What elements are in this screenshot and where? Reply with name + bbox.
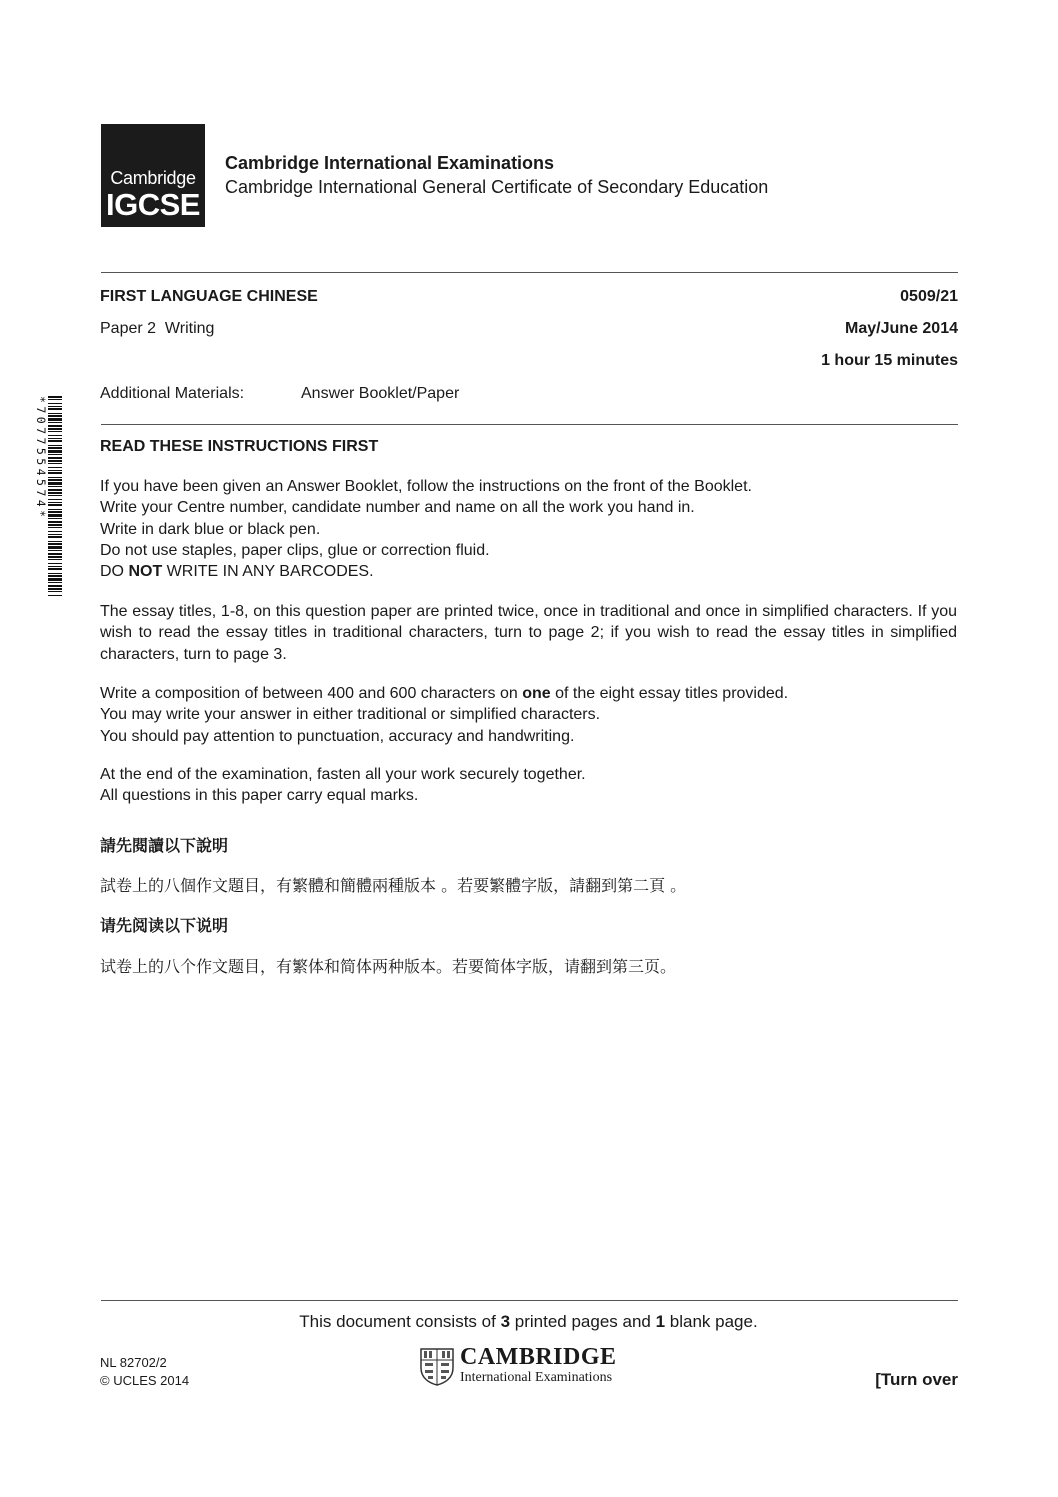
paper-code: 0509/21 bbox=[900, 288, 958, 305]
logo-big-text: IGCSE bbox=[106, 187, 200, 222]
instruction-line: Do not use staples, paper clips, glue or correction fluid. bbox=[100, 541, 490, 559]
instruction-line: All questions in this paper carry equal marks. bbox=[100, 787, 419, 805]
page-count-note: This document consists of 3 printed pages and 1 blank page. bbox=[299, 1312, 758, 1331]
top-rule bbox=[101, 272, 958, 273]
org-line-1: Cambridge International Examinations bbox=[225, 153, 555, 173]
cambridge-crest-icon bbox=[420, 1348, 454, 1386]
simplified-heading: 请先阅读以下说明 bbox=[100, 916, 229, 935]
instruction-line: If you have been given an Answer Booklet, follow the instructions on the front of the Booklet. bbox=[100, 478, 752, 495]
logo-small-text: Cambridge bbox=[110, 168, 196, 188]
org-line-2: Cambridge International General Certificate of Secondary Education bbox=[225, 177, 769, 197]
composition-instruction: Write a composition of between 400 and 600 characters on one of the eight essay titles provided. bbox=[100, 685, 789, 702]
cambridge-subtitle: International Examinations bbox=[460, 1370, 613, 1385]
barcode-warning: DO NOT WRITE IN ANY BARCODES. bbox=[100, 563, 374, 581]
materials-label: Additional Materials: bbox=[100, 385, 245, 402]
barcode-text: *7077554574* bbox=[34, 396, 48, 521]
instructions-block-2: The essay titles, 1-8, on this question paper are printed twice, once in traditional and once in simplified characters. If you wish to read the essay titles in traditional characters, turn to page 2; if you wish to read the essay titles in simplified characters, turn to page 3. bbox=[100, 603, 957, 663]
duration: 1 hour 15 minutes bbox=[821, 352, 958, 369]
traditional-text: 試卷上的八個作文題目，有繁體和簡體兩種版本 。若要繁體字版，請翻到第二頁 。 bbox=[100, 876, 687, 895]
candidate-barcode bbox=[34, 396, 62, 600]
instructions-heading: READ THESE INSTRUCTIONS FIRST bbox=[100, 438, 379, 455]
turn-over: [Turn over bbox=[875, 1370, 958, 1389]
traditional-heading: 請先閱讀以下說明 bbox=[100, 836, 229, 855]
cambridge-wordmark: CAMBRIDGE bbox=[460, 1344, 617, 1370]
igcse-logo bbox=[101, 124, 205, 227]
footer-rule bbox=[101, 1300, 958, 1301]
instructions-block-4 bbox=[100, 764, 957, 807]
materials-value: Answer Booklet/Paper bbox=[301, 385, 460, 402]
instruction-line: You should pay attention to punctuation, accuracy and handwriting. bbox=[100, 727, 575, 745]
instructions-block-3 bbox=[100, 683, 957, 747]
simplified-text: 试卷上的八个作文题目，有繁体和简体两种版本。若要简体字版，请翻到第三页。 bbox=[100, 957, 677, 976]
subject-title: FIRST LANGUAGE CHINESE bbox=[100, 288, 318, 305]
instructions-rule bbox=[101, 424, 958, 425]
instructions-block-1 bbox=[100, 476, 957, 582]
instruction-line: Write in dark blue or black pen. bbox=[100, 520, 321, 538]
paper-name: Paper 2 Writing bbox=[100, 320, 215, 337]
instruction-line: You may write your answer in either traditional or simplified characters. bbox=[100, 706, 601, 724]
copyright: © UCLES 2014 bbox=[100, 1373, 190, 1388]
instruction-line: At the end of the examination, fasten all your work securely together. bbox=[100, 766, 586, 783]
session: May/June 2014 bbox=[845, 320, 958, 337]
paper-reference: NL 82702/2 bbox=[100, 1355, 167, 1370]
instruction-line: Write your Centre number, candidate number and name on all the work you hand in. bbox=[100, 499, 695, 517]
